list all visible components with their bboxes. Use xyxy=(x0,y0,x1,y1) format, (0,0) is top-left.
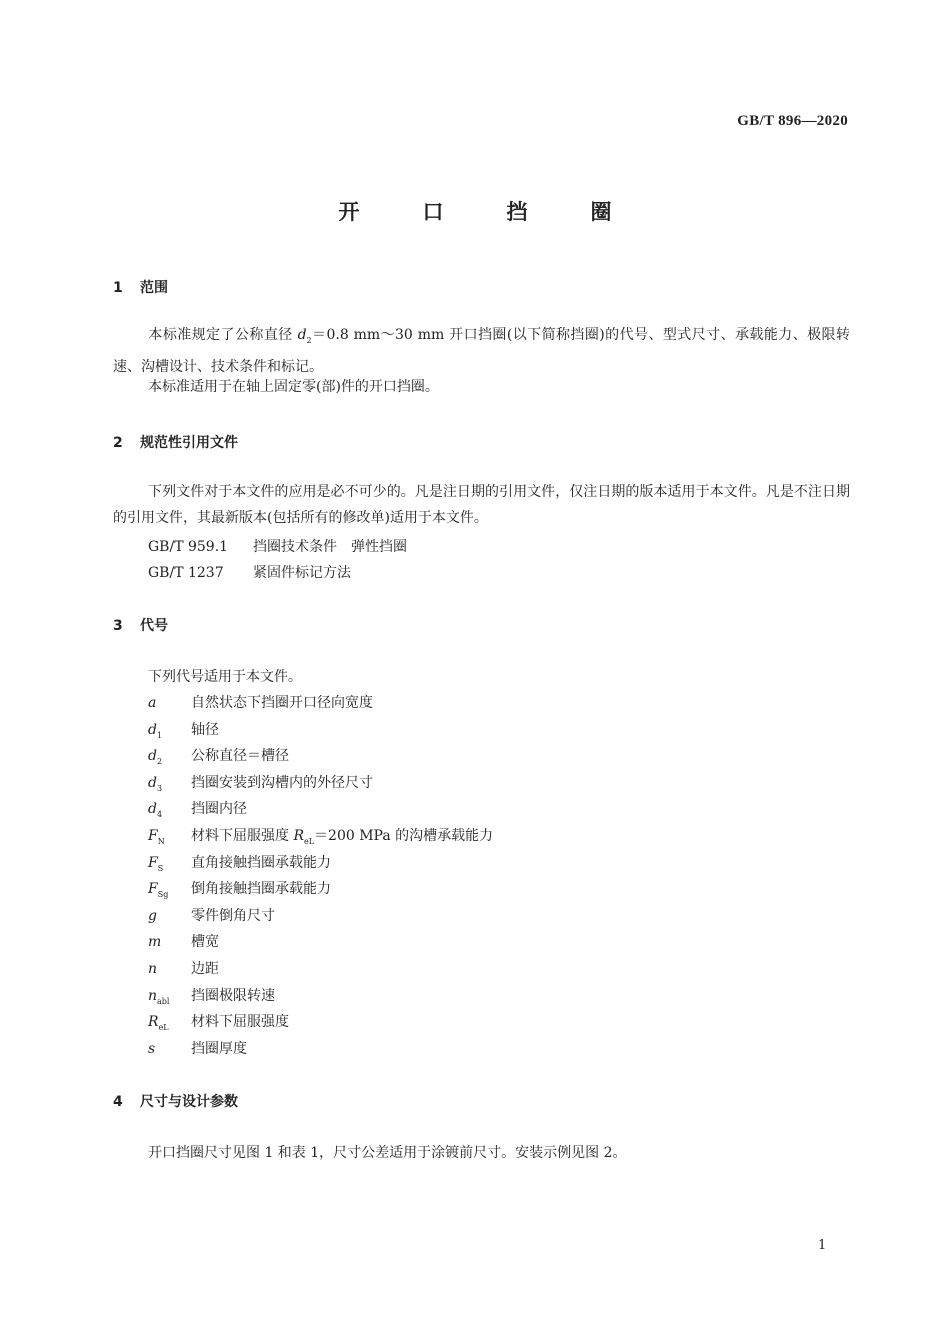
section-title: 范围 xyxy=(140,280,168,296)
symbols-intro: 下列代号适用于本文件。 xyxy=(148,669,302,685)
document-title: 开 口 挡 圈 xyxy=(338,200,633,224)
text-run: 下列文件对于本文件的应用是必不可少的。凡是注日期的引用文件，仅注日期的版本适用于本文件。凡是不注日期的引用文件，其最新版本(包括所有的修改单)适用于本文件。 xyxy=(113,484,850,526)
symbol: s xyxy=(148,1041,156,1057)
section-2-heading xyxy=(113,432,238,452)
symbol-row xyxy=(148,905,275,925)
normative-reference xyxy=(148,536,407,556)
symbol: n xyxy=(148,961,158,977)
section-title: 规范性引用文件 xyxy=(140,435,238,451)
section-title: 代号 xyxy=(140,618,168,634)
symbol-description: 零件倒角尺寸 xyxy=(191,908,275,924)
symbol: $d_2$ xyxy=(148,748,163,766)
section-3-heading xyxy=(113,615,168,635)
symbol-row xyxy=(148,825,493,845)
symbol: $d_4$ xyxy=(148,801,163,819)
text-run: ＝0.8 mm～30 mm 开口挡圈(以下简称挡圈)的代号、型式尺寸、承载能力、极限转速、沟槽设计、技术条件和标记。 xyxy=(113,327,850,375)
section-1-paragraph-1 xyxy=(113,322,850,380)
symbol-row xyxy=(148,719,219,739)
symbol-row xyxy=(148,1038,247,1058)
section-4-heading xyxy=(113,1091,238,1111)
symbol: a xyxy=(148,695,157,711)
symbol: $n_{abl}$ xyxy=(148,988,170,1006)
section-title: 尺寸与设计参数 xyxy=(140,1094,238,1110)
symbol-description: 边距 xyxy=(191,961,219,977)
symbol-description: 直角接触挡圈承载能力 xyxy=(191,855,331,871)
reference-title: 紧固件标记方法 xyxy=(253,565,351,581)
symbol: $F_{Sg}$ xyxy=(148,881,169,899)
normative-reference xyxy=(148,562,351,582)
section-4-paragraph-1: 开口挡圈尺寸见图 1 和表 1，尺寸公差适用于涂镀前尺寸。安装示例见图 2。 xyxy=(148,1145,627,1161)
standard-code: GB/T 896—2020 xyxy=(737,113,848,129)
reference-code: GB/T 1237 xyxy=(148,565,224,581)
reference-code: GB/T 959.1 xyxy=(148,539,229,555)
symbol-description: 槽宽 xyxy=(191,934,219,950)
symbol-description: 挡圈安装到沟槽内的外径尺寸 xyxy=(191,775,373,791)
symbol-description: 材料下屈服强度 xyxy=(191,1014,289,1030)
symbol-description: 自然状态下挡圈开口径向宽度 xyxy=(191,695,373,711)
symbol-description: 公称直径＝槽径 xyxy=(191,748,289,764)
symbol: $d_1$ xyxy=(148,722,163,740)
section-number: 3 xyxy=(113,618,123,634)
section-2-paragraph-1 xyxy=(113,479,850,531)
section-number: 1 xyxy=(113,280,123,296)
symbol-description: 挡圈极限转速 xyxy=(191,988,275,1004)
symbol-row xyxy=(148,745,289,765)
symbol-description: 倒角接触挡圈承载能力 xyxy=(191,881,331,897)
symbol: $F_N$ xyxy=(148,828,165,846)
symbol-row xyxy=(148,985,275,1005)
section-number: 2 xyxy=(113,435,123,451)
section-1-paragraph-2 xyxy=(113,374,850,400)
section-1-heading xyxy=(113,277,168,297)
symbol-row xyxy=(148,878,331,898)
symbol-description: 轴径 xyxy=(191,722,219,738)
symbol: $d_3$ xyxy=(148,775,163,793)
symbol-description: 挡圈内径 xyxy=(191,801,247,817)
symbol: m xyxy=(148,934,162,950)
symbol: $F_S$ xyxy=(148,855,164,873)
text-run: 本标准规定了公称直径 xyxy=(148,327,298,343)
symbol: $R_{eL}$ xyxy=(148,1014,169,1032)
symbol-description: 材料下屈服强度 $R_{eL}=200$ MPa 的沟槽承载能力 xyxy=(191,828,494,846)
symbol-row xyxy=(148,798,247,818)
symbol-row xyxy=(148,852,331,872)
math-symbol: $d_2$ xyxy=(297,327,312,345)
section-number: 4 xyxy=(113,1094,123,1110)
symbol-row xyxy=(148,1011,289,1031)
symbol-row xyxy=(148,692,373,712)
text-run: 本标准适用于在轴上固定零(部)件的开口挡圈。 xyxy=(148,379,439,395)
reference-title: 挡圈技术条件 弹性挡圈 xyxy=(253,539,407,555)
symbol-row xyxy=(148,931,219,951)
symbol-description: 挡圈厚度 xyxy=(191,1041,247,1057)
symbol-row xyxy=(148,958,219,978)
symbol-row xyxy=(148,772,373,792)
symbol: g xyxy=(148,908,157,924)
page-number: 1 xyxy=(818,1238,827,1253)
